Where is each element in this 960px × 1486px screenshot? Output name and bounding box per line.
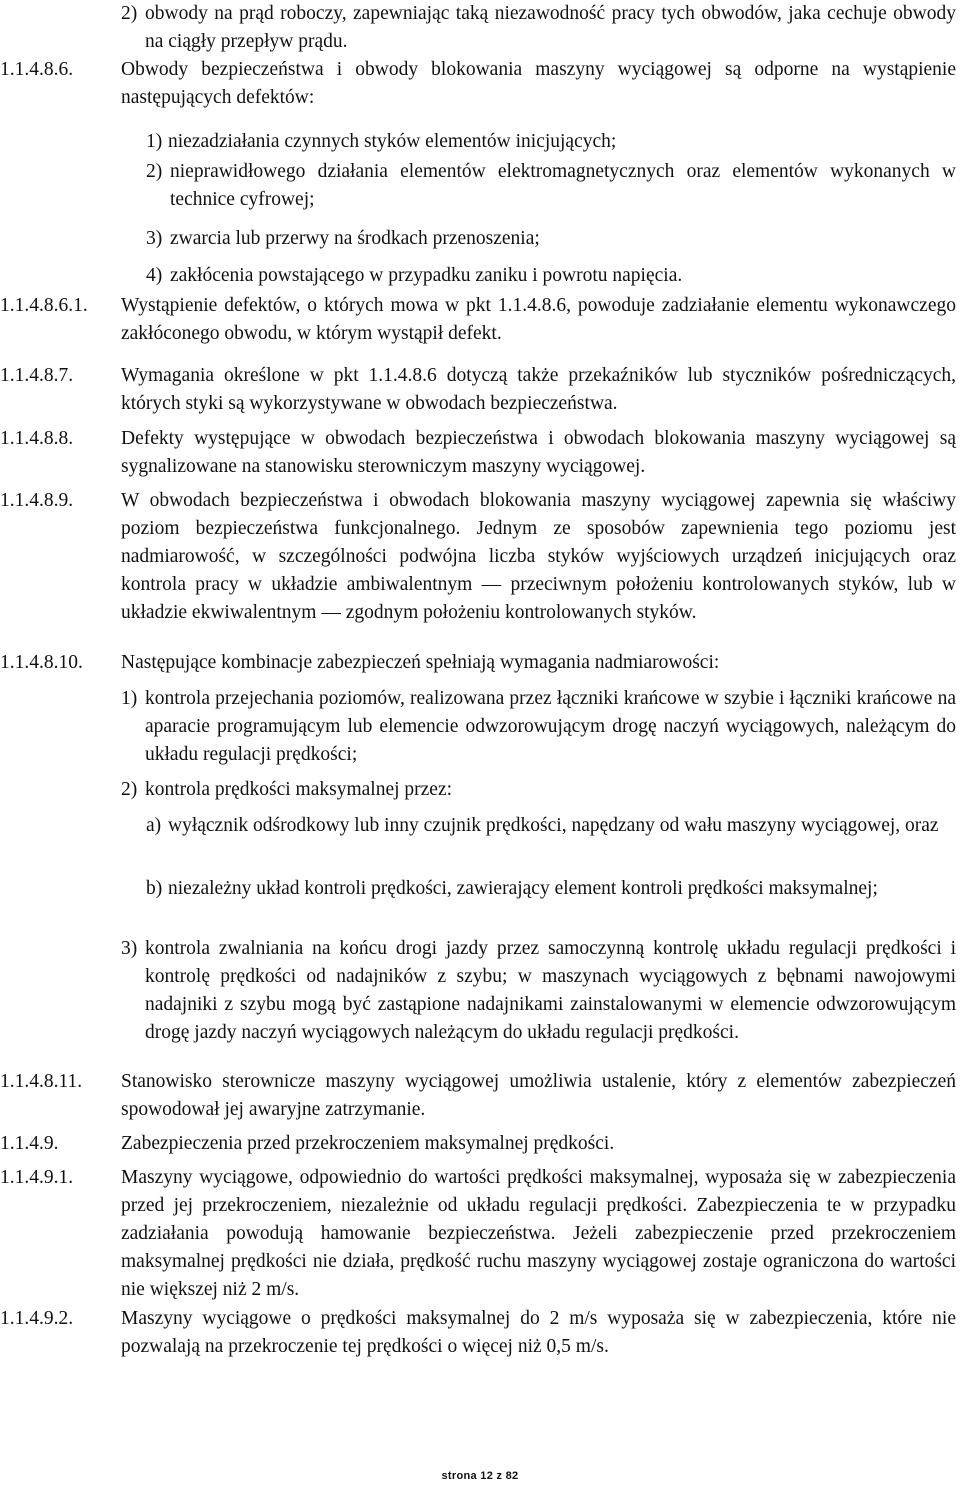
list-item-text: wyłącznik odśrodkowy lub inny czujnik prędkości, napędzany od wału maszyny wyciągowej, oraz — [168, 815, 939, 836]
list-item-label: 2) — [121, 3, 138, 24]
list-item-label: 3) — [146, 228, 163, 249]
section-number: 1.1.4.9.2. — [0, 1308, 74, 1329]
section-text: Obwody bezpieczeństwa i obwody blokowania maszyny wyciągowej są odporne na wystąpienie następujących defektów: — [121, 59, 956, 108]
list-item-label: 2) — [146, 161, 163, 182]
list-item-2 — [121, 0, 956, 56]
list-item-label: 1) — [121, 688, 138, 709]
section-number: 1.1.4.8.6. — [0, 59, 74, 80]
list-item-label: 3) — [121, 938, 138, 959]
section-text: W obwodach bezpieczeństwa i obwodach blokowania maszyny wyciągowej zapewnia się właściwy poziom bezpieczeństwa funkcjonalnego. Jednym ze sposobów zapewnienia tego poziomu jest nadmiarowość, w szczególności podwójna liczba styków wyjściowych urządzeń inicjujących oraz kontrola pracy w układzie ambiwalentnym — przeciwnym położeniu kontrolowanych styków, lub w układzie ekwiwalentnym — zgodnym położeniu kontrolowanych styków. — [121, 490, 956, 623]
section-number: 1.1.4.9.1. — [0, 1167, 74, 1188]
section-number: 1.1.4.8.8. — [0, 428, 74, 449]
section-number: 1.1.4.8.7. — [0, 365, 74, 386]
list-item-label: 4) — [146, 265, 163, 286]
section-text: Defekty występujące w obwodach bezpieczeństwa i obwodach blokowania maszyny wyciągowej są sygnalizowane na stanowisku sterowniczym maszyny wyciągowej. — [121, 428, 956, 477]
list-item-text: zwarcia lub przerwy na środkach przenoszenia; — [170, 228, 540, 249]
section-text: Stanowisko sterownicze maszyny wyciągowej umożliwia ustalenie, który z elementów zabezpieczeń spowodował jej awaryjne zatrzymanie. — [121, 1071, 956, 1120]
list-item-text: zakłócenia powstającego w przypadku zaniku i powrotu napięcia. — [170, 265, 683, 286]
list-item-label: 1) — [146, 131, 163, 152]
section-number: 1.1.4.8.6.1. — [0, 295, 88, 316]
list-item-text: kontrola przejechania poziomów, realizowana przez łączniki krańcowe w szybie i łączniki krańcowe na aparacie programującym lub elemencie odwzorowującym drogę naczyń wyciągowych, należącym do układu regulacji prędkości; — [145, 688, 956, 765]
section-number: 1.1.4.8.11. — [0, 1071, 83, 1092]
section-text: Maszyny wyciągowe o prędkości maksymalnej do 2 m/s wyposaża się w zabezpieczenia, które nie pozwalają na przekroczenie tej prędkości o więcej niż 0,5 m/s. — [121, 1308, 956, 1357]
list-item-text: kontrola zwalniania na końcu drogi jazdy przez samoczynną kontrolę układu regulacji prędkości i kontrolę prędkości od nadajników z szybu; w maszynach wyciągowych z bębnami nawojowymi nadajniki z szybu mogą być zastąpione nadajnikami zainstalowanymi w elemencie odwzorowującym drogę jazdy naczyń wyciągowych należącym do układu regulacji prędkości. — [145, 938, 956, 1043]
page-number-footer: strona 12 z 82 — [441, 1470, 519, 1482]
section-heading: Zabezpieczenia przed przekroczeniem maksymalnej prędkości. — [121, 1133, 615, 1154]
section-text: Maszyny wyciągowe, odpowiednio do wartości prędkości maksymalnej, wyposaża się w zabezpieczenia przed jej przekroczeniem, niezależnie od układu regulacji prędkości. Zabezpieczenia te w przypadku zadziałania powodują hamowanie bezpieczeństwa. Jeżeli zabezpieczenie przed przekroczeniem maksymalnej prędkości nie działa, prędkość ruchu maszyny wyciągowej zostaje ograniczona do wartości nie większej niż 2 m/s. — [121, 1167, 956, 1300]
section-number: 1.1.4.9. — [0, 1133, 59, 1154]
list-item-text: niezależny układ kontroli prędkości, zawierający element kontroli prędkości maksymalnej; — [168, 878, 878, 899]
list-item-label: b) — [146, 878, 163, 899]
list-item-text: kontrola prędkości maksymalnej przez: — [145, 779, 453, 800]
section-text: Wymagania określone w pkt 1.1.4.8.6 dotyczą także przekaźników lub styczników pośredniczących, których styki są wykorzystywane w obwodach bezpieczeństwa. — [121, 365, 956, 414]
list-item-text: obwody na prąd roboczy, zapewniając taką niezawodność pracy tych obwodów, jaka cechuje obwody na ciągły przepływ prądu. — [145, 3, 956, 52]
section-number: 1.1.4.8.10. — [0, 652, 83, 673]
list-item-text: nieprawidłowego działania elementów elektromagnetycznych oraz elementów wykonanych w technice cyfrowej; — [170, 161, 956, 210]
section-number: 1.1.4.8.9. — [0, 490, 74, 511]
section-text: Wystąpienie defektów, o których mowa w pkt 1.1.4.8.6, powoduje zadziałanie elementu wykonawczego zakłóconego obwodu, w którym wystąpił defekt. — [121, 295, 956, 344]
list-item-text: niezadziałania czynnych styków elementów inicjujących; — [168, 131, 617, 152]
section-text: Następujące kombinacje zabezpieczeń spełniają wymagania nadmiarowości: — [121, 652, 720, 673]
list-item-label: a) — [146, 815, 162, 836]
list-item-label: 2) — [121, 779, 138, 800]
